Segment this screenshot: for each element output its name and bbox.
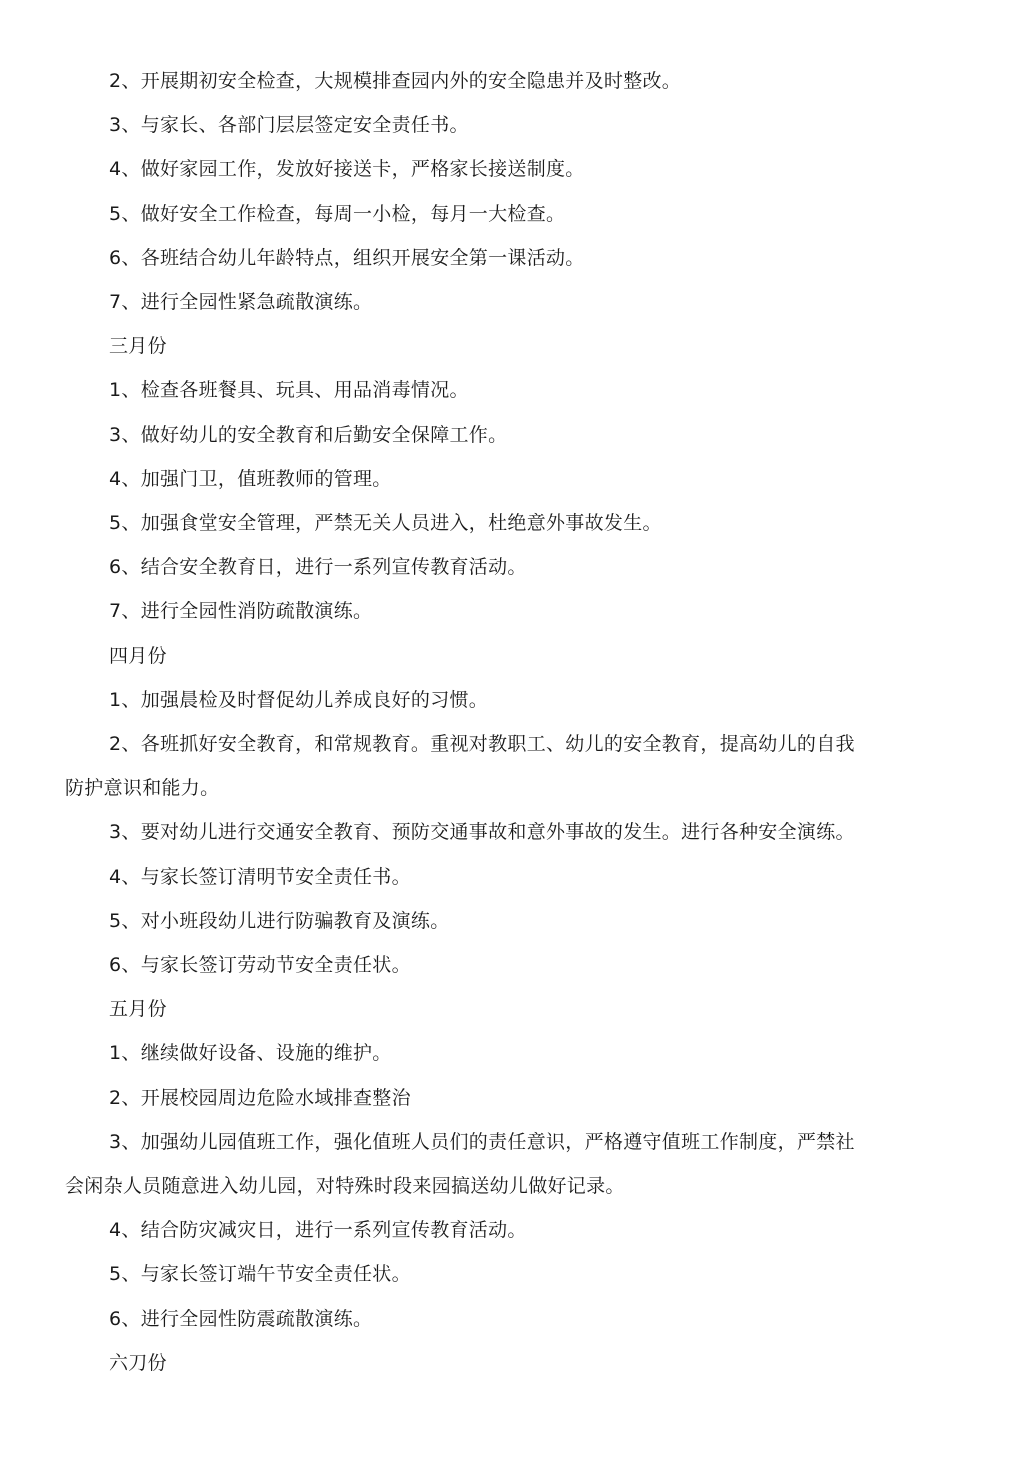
document-line: 4、做好家园工作，发放好接送卡，严格家长接送制度。 [109, 158, 585, 180]
document-line: 防护意识和能力。 [65, 777, 220, 799]
document-line: 六刀份 [109, 1352, 167, 1374]
document-line: 5、与家长签订端午节安全责任状。 [109, 1263, 411, 1285]
document-line: 2、各班抓好安全教育，和常规教育。重视对教职工、幼儿的安全教育，提高幼儿的自我 [109, 733, 855, 755]
document-line: 6、与家长签订劳动节安全责任状。 [109, 954, 411, 976]
document-line: 4、结合防灾减灾日，进行一系列宣传教育活动。 [109, 1219, 527, 1241]
document-line: 7、进行全园性消防疏散演练。 [109, 600, 373, 622]
document-line: 四月份 [109, 645, 167, 667]
document-line: 5、对小班段幼儿进行防骗教育及演练。 [109, 910, 450, 932]
document-line: 1、继续做好设备、设施的维护。 [109, 1042, 392, 1064]
document-line: 2、开展期初安全检查，大规模排查园内外的安全隐患并及时整改。 [109, 70, 682, 92]
document-line: 4、加强门卫，值班教师的管理。 [109, 468, 392, 490]
document-line: 4、与家长签订清明节安全责任书。 [109, 866, 411, 888]
document-line: 6、结合安全教育日，进行一系列宣传教育活动。 [109, 556, 527, 578]
document-line: 3、要对幼儿进行交通安全教育、预防交通事故和意外事故的发生。进行各种安全演练。 [109, 821, 855, 843]
document-line: 三月份 [109, 335, 167, 357]
document-line: 3、加强幼儿园值班工作，强化值班人员们的责任意识，严格遵守值班工作制度，严禁社 [109, 1131, 855, 1153]
document-line: 6、进行全园性防震疏散演练。 [109, 1308, 373, 1330]
document-line: 5、加强食堂安全管理，严禁无关人员进入，杜绝意外事故发生。 [109, 512, 662, 534]
document-line: 3、与家长、各部门层层签定安全责任书。 [109, 114, 469, 136]
document-line: 1、加强晨检及时督促幼儿养成良好的习惯。 [109, 689, 489, 711]
document-line: 会闲杂人员随意进入幼儿园，对特殊时段来园搞送幼儿做好记录。 [65, 1175, 625, 1197]
document-line: 3、做好幼儿的安全教育和后勤安全保障工作。 [109, 424, 508, 446]
document-line: 7、进行全园性紧急疏散演练。 [109, 291, 373, 313]
document-line: 6、各班结合幼儿年龄特点，组织开展安全第一课活动。 [109, 247, 585, 269]
document-line: 2、开展校园周边危险水域排查整治 [109, 1087, 411, 1109]
document-line: 5、做好安全工作检查，每周一小检，每月一大检查。 [109, 203, 566, 225]
document-line: 1、检查各班餐具、玩具、用品消毒情况。 [109, 379, 469, 401]
document-line: 五月份 [109, 998, 167, 1020]
